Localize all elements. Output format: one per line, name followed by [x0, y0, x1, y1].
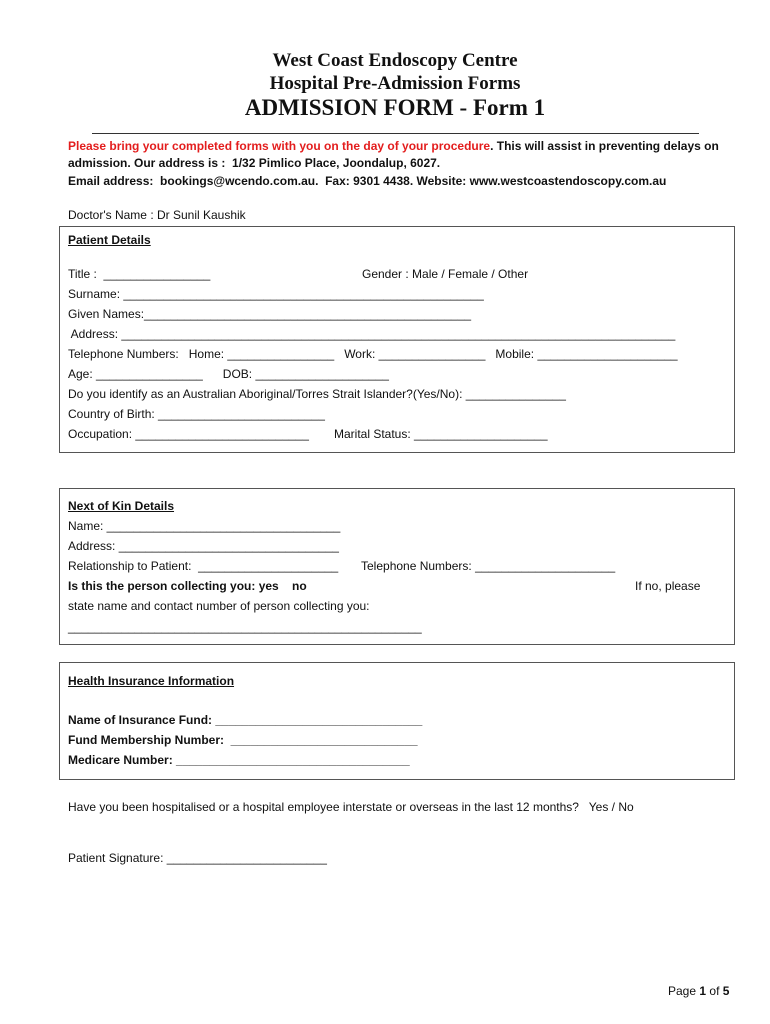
medicare-number-field[interactable]: Medicare Number: ___________________________________	[68, 753, 410, 767]
kin-name-field[interactable]: Name: ___________________________________	[68, 519, 341, 533]
telephone-fields[interactable]: Telephone Numbers: Home: ________________ Work: ________________ Mobile: _____________________	[68, 347, 678, 361]
given-names-field[interactable]: Given Names:_________________________________________________	[68, 307, 472, 321]
page-label: Page	[668, 984, 697, 998]
page-of-label: of	[709, 984, 720, 998]
patient-details-heading: Patient Details	[68, 233, 151, 247]
header-centre-name: West Coast Endoscopy Centre	[272, 50, 518, 71]
intro-black-text: . This will assist in preventing delays on	[490, 139, 719, 153]
occupation-field[interactable]: Occupation: __________________________	[68, 427, 309, 441]
title-field[interactable]: Title : ________________	[68, 267, 211, 281]
marital-status-field[interactable]: Marital Status: ____________________	[334, 427, 548, 441]
insurance-fund-field[interactable]: Name of Insurance Fund: _______________________________	[68, 713, 423, 727]
hospitalised-question[interactable]: Have you been hospitalised or a hospital employee interstate or overseas in the last 12 months? Yes / No	[68, 800, 634, 814]
page-number	[668, 984, 729, 998]
age-dob-fields[interactable]: Age: ________________ DOB: ____________________	[68, 367, 389, 381]
kin-if-no-text: If no, please	[635, 579, 701, 593]
page-title: ADMISSION FORM - Form 1	[244, 95, 546, 120]
doctor-name: Doctor's Name : Dr Sunil Kaushik	[68, 208, 246, 222]
surname-field[interactable]: Surname: ______________________________________________________	[68, 287, 484, 301]
kin-collector-instruction: state name and contact number of person collecting you:	[68, 599, 370, 613]
next-of-kin-heading: Next of Kin Details	[68, 499, 175, 513]
kin-telephone-field[interactable]: Telephone Numbers: _____________________	[361, 559, 616, 573]
patient-signature-field[interactable]: Patient Signature: ________________________	[68, 851, 327, 865]
health-insurance-heading: Health Insurance Information	[68, 674, 235, 688]
aboriginal-field[interactable]: Do you identify as an Australian Aboriginal/Torres Strait Islander?(Yes/No): _______________	[68, 387, 566, 401]
kin-relationship-field[interactable]: Relationship to Patient: _____________________	[68, 559, 339, 573]
page-current: 1	[699, 984, 707, 998]
header-divider	[92, 133, 699, 134]
kin-address-field[interactable]: Address: _________________________________	[68, 539, 339, 553]
intro-line-1	[68, 139, 719, 153]
gender-field[interactable]: Gender : Male / Female / Other	[362, 267, 529, 281]
intro-contact: Email address: bookings@wcendo.com.au. Fax: 9301 4438. Website: www.westcoastendoscopy.com.au	[68, 174, 667, 188]
intro-address: admission. Our address is : 1/32 Pimlico Place, Joondalup, 6027.	[68, 156, 441, 170]
fund-membership-field[interactable]: Fund Membership Number: ____________________________	[68, 733, 418, 747]
intro-red-text: Please bring your completed forms with you on the day of your procedure	[68, 139, 491, 153]
address-field[interactable]: Address: ___________________________________________________________________________________	[68, 327, 676, 341]
kin-collecting-question[interactable]: Is this the person collecting you: yes no	[68, 579, 307, 593]
header-form-group: Hospital Pre-Admission Forms	[269, 73, 521, 94]
kin-collector-field[interactable]: _____________________________________________________	[68, 620, 422, 634]
country-of-birth-field[interactable]: Country of Birth: _________________________	[68, 407, 325, 421]
page-total: 5	[722, 984, 730, 998]
